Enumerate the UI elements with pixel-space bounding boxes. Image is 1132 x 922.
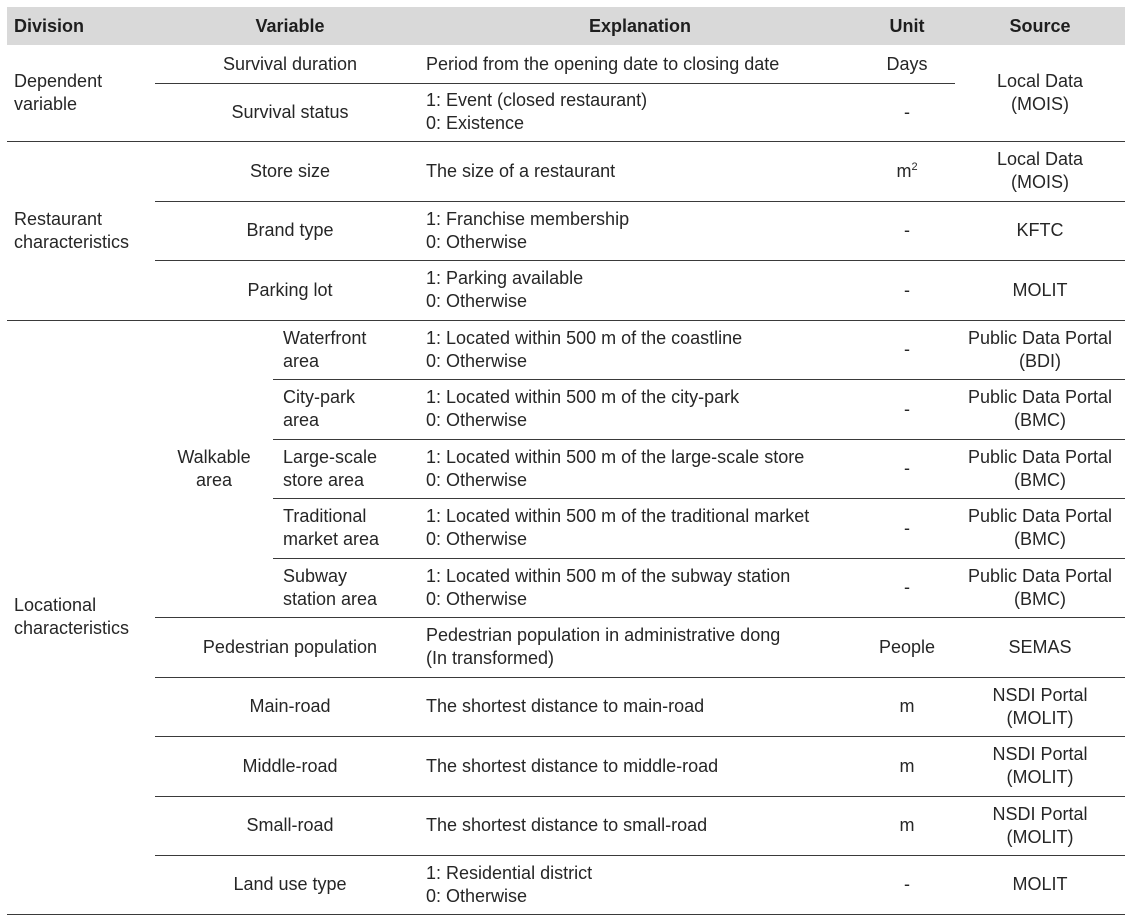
row-source: Public Data Portal (BMC) [967,387,1113,430]
row-variable: Pedestrian population [202,636,378,657]
group-locational-characteristics: Locational characteristics [14,595,130,638]
row-explanation: 1: Located within 500 m of the large-scale store 0: Otherwise [426,446,805,490]
rule-group-restaurant-bottom [7,320,1125,321]
row-explanation: 1: Residential district 0: Otherwise [426,862,593,906]
row-variable: Subway station area [283,565,378,609]
row-unit: - [904,517,910,538]
row-explanation: 1: Franchise membership 0: Otherwise [426,208,630,252]
row-explanation: 1: Located within 500 m of the subway station 0: Otherwise [426,565,791,609]
row-unit: m [899,815,915,835]
rule-restaurant-2 [155,260,1125,261]
source-dependent-merged: Local Data (MOIS) [996,71,1084,114]
row-explanation: Pedestrian population in administrative dong (In transformed) [426,625,781,668]
rule-restaurant-1 [155,201,1125,202]
row-source: Public Data Portal (BDI) [967,327,1113,371]
row-variable: Land use type [233,874,347,894]
row-explanation: 1: Located within 500 m of the city-park 0: Otherwise [426,387,740,430]
row-explanation: Period from the opening date to closing date [426,53,780,74]
rule-locational-4 [155,855,1125,856]
row-variable: Middle-road [242,755,338,776]
row-source: MOLIT [1012,874,1068,894]
row-unit: Days [886,53,928,74]
row-variable: Large-scale store area [283,446,378,490]
row-variable: Brand type [246,220,334,240]
row-unit: m [899,696,915,716]
header-division: Division [14,15,85,36]
row-variable: Waterfront area [283,327,367,371]
group-walkable-area: Walkable area [177,446,251,490]
row-unit: $m^2$ [896,160,918,181]
rule-locational-3 [155,796,1125,797]
row-explanation: The shortest distance to middle-road [426,755,719,776]
row-explanation: 1: Parking available 0: Otherwise [426,268,584,311]
row-unit: - [904,220,910,240]
group-dependent-variable: Dependent variable [14,71,103,114]
row-source: Public Data Portal (BMC) [967,565,1113,609]
row-explanation: 1: Located within 500 m of the traditional market 0: Otherwise [426,506,810,549]
row-unit: - [904,577,910,597]
rule-locational-2 [155,736,1125,737]
rule-table-bottom [7,914,1125,915]
row-source: Local Data (MOIS) [996,149,1084,192]
row-variable: City-park area [283,387,356,430]
header-variable: Variable [255,15,325,36]
row-source: Public Data Portal (BMC) [967,506,1113,549]
row-variable: Survival status [231,101,349,122]
row-unit: - [904,279,910,300]
rule-locational-1 [155,677,1125,678]
group-restaurant-characteristics: Restaurant characteristics [14,208,130,252]
row-source: SEMAS [1008,636,1072,657]
row-unit: - [904,101,910,122]
row-unit: - [904,398,910,419]
row-unit: People [878,636,936,657]
row-explanation: 1: Event (closed restaurant) 0: Existence [426,90,648,133]
header-explanation: Explanation [588,15,691,36]
row-source: NSDI Portal (MOLIT) [992,684,1088,728]
rule-walkable-bottom [155,617,1125,618]
row-explanation: 1: Located within 500 m of the coastline 0: Otherwise [426,327,743,371]
row-variable: Parking lot [247,279,333,300]
row-unit: - [904,874,910,894]
row-source: KFTC [1016,220,1064,240]
row-variable: Traditional market area [283,506,380,549]
row-variable: Store size [249,160,331,181]
row-unit: - [904,339,910,359]
rule-walkable-4 [273,558,1125,559]
row-unit: - [904,458,910,478]
header-source: Source [1009,15,1071,36]
rule-dependent-mid [155,83,955,84]
header-unit: Unit [889,15,925,36]
row-variable: Survival duration [222,53,358,74]
row-source: NSDI Portal (MOLIT) [992,744,1088,787]
row-source: NSDI Portal (MOLIT) [992,803,1088,847]
rule-walkable-2 [273,439,1125,440]
row-source: MOLIT [1012,279,1068,300]
rule-group-dependent-bottom [7,141,1125,142]
row-variable: Small-road [246,815,334,835]
row-source: Public Data Portal (BMC) [967,446,1113,490]
row-explanation: The size of a restaurant [426,160,616,181]
row-variable: Main-road [249,696,331,716]
row-explanation: The shortest distance to main-road [426,696,705,716]
row-explanation: The shortest distance to small-road [426,815,708,835]
rule-walkable-1 [273,379,1125,380]
row-unit: m [899,755,915,776]
rule-walkable-3 [273,498,1125,499]
